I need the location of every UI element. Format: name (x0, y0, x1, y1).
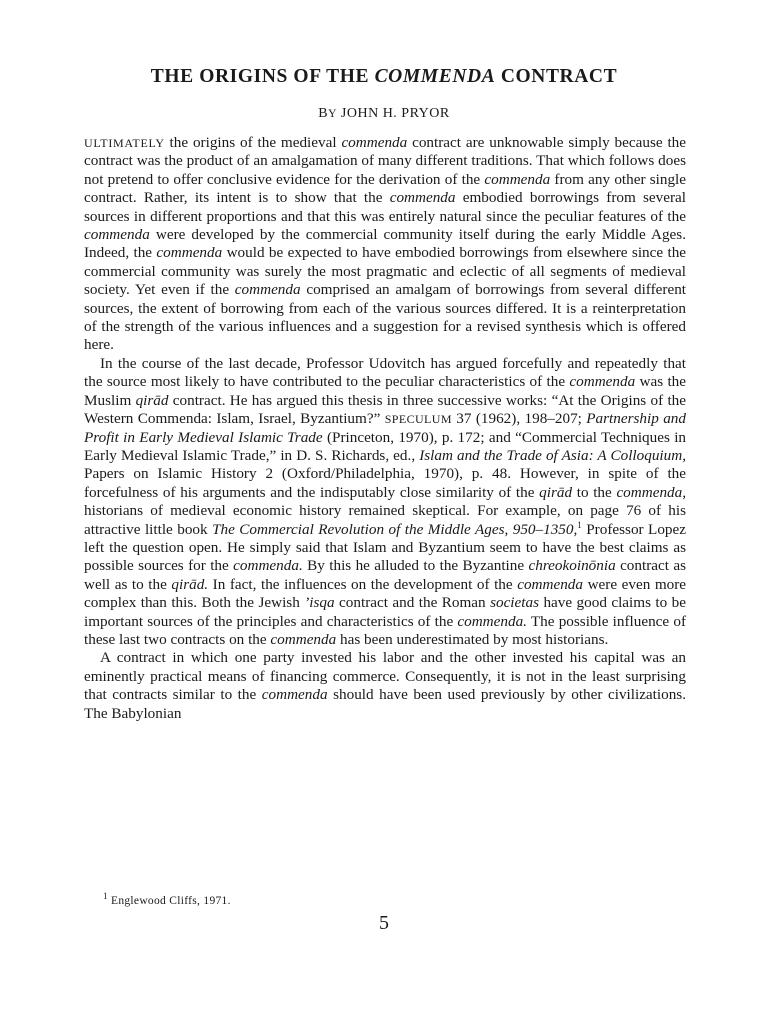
text-run: to the (576, 483, 612, 501)
text-run: were even more complex than this. Both the Jewish (84, 575, 687, 612)
footnote (103, 891, 231, 907)
italic-term: commenda (517, 575, 583, 593)
text-run: In fact, the influences on the development of the (212, 575, 513, 593)
italic-term: commenda (84, 226, 150, 244)
italic-term: chreokoinōnia (528, 557, 616, 575)
text-run: have good claims to be important sources of the principles and characteristics of the (84, 594, 687, 630)
italic-book-title: The Commercial Revolution of the Middle Ages, 950–1350, (212, 520, 578, 538)
italic-term: commenda (341, 134, 408, 151)
text-run: In the course of the last decade, Professor Udovitch has argued forcefully and repeatedly that the source most likely to have contributed to the peculiar characteristics of the (84, 354, 686, 391)
text-run: the origins of the medieval (169, 134, 337, 151)
italic-book-title: Islam and the Trade of Asia: A Colloquium, (419, 446, 686, 464)
text-run: By this he alluded to the Byzantine (307, 557, 525, 575)
footnote-reference: 1 (577, 519, 582, 530)
italic-term: commenda, (616, 483, 687, 501)
text-run: Papers on Islamic History 2 (Oxford/Philadelphia, 1970), p. 48. However, in spite of the forcefulness of his arguments and the indisputably close similarity of the (84, 465, 686, 501)
text-run: was the Muslim (84, 373, 687, 409)
lead-word: ULTIMATELY (84, 136, 165, 150)
paragraph-3 (84, 649, 686, 723)
byline-by-rest: Y (328, 108, 337, 120)
byline-by-initial: B (318, 106, 329, 121)
italic-term: commenda (389, 189, 456, 207)
italic-term: qirād (135, 391, 169, 409)
italic-term: commenda (270, 630, 337, 648)
text-run: historians of medieval economic history remained skeptical. For example, on page 76 of his attractive little book (84, 502, 686, 538)
text-run: The possible influence of these last two contracts on the (84, 612, 686, 648)
title-italic-word: COMMENDA (374, 66, 496, 87)
italic-term: commenda. (233, 557, 303, 575)
italic-book-title: Partnership and Profit in Early Medieval Islamic Trade (84, 410, 686, 446)
text-run: Professor Lopez left the question open. He simply said that Islam and Byzantium seem to have the best claims as possible sources for the (84, 520, 686, 575)
text-run: contract as well as to the (84, 557, 687, 593)
text-run: A contract in which one party invested his labor and the other invested his capital was an eminently practical means of financing commerce. Consequently, it is not in the least surprising that contracts similar to the (84, 649, 686, 704)
paragraph-1 (84, 134, 686, 355)
text-run: were developed by the commercial community itself during the early Middle Ages. Indeed, the (84, 226, 686, 262)
italic-term: commenda (234, 281, 301, 299)
article-body (84, 134, 686, 723)
author-name: JOHN H. PRYOR (340, 106, 450, 121)
title-part-1: THE ORIGINS OF THE (150, 66, 370, 87)
italic-term: commenda (569, 373, 636, 391)
italic-term: commenda. (457, 612, 527, 630)
article-title (0, 66, 768, 88)
text-run: contract. He has argued this thesis in three successive works: “At the Origins of the Western Commenda: Islam, Israel, Byzantium?” (84, 391, 686, 428)
text-run: 37 (1962), 198–207; (456, 410, 582, 428)
text-run: (Princeton, 1970), p. 172; and “Commercial Techniques in Early Medieval Islamic Trade,” in D. S. Richards, ed., (84, 428, 687, 464)
text-run: would be expected to have embodied borrowings from elsewhere since the commercial community was surely the most pragmatic and eclectic of all segments of medieval society. Yet even if the (84, 244, 687, 299)
text-run: should have been used previously by other civilizations. The Babylonian (84, 686, 687, 722)
text-run: comprised an amalgam of borrowings from several different sources, the extent of borrowing from each of the various sources differed. It is a reinterpretation of the strength of the various influences and a suggestion for a revised synthesis which is offered here. (84, 281, 687, 354)
italic-term: qirād. (171, 575, 209, 593)
italic-term: commenda (261, 686, 328, 704)
title-part-3: CONTRACT (500, 66, 618, 87)
paragraph-2 (84, 355, 686, 650)
text-run: from any other single contract. Rather, its intent is to show that the (84, 170, 687, 207)
footnote-number: 1 (103, 891, 108, 902)
journal-name: SPECULUM (384, 412, 452, 427)
italic-term: ’isqa (304, 594, 335, 612)
italic-term: commenda (484, 170, 551, 188)
italic-term: commenda (156, 244, 223, 262)
page-number: 5 (379, 912, 389, 934)
text-run: has been underestimated by most historians. (340, 630, 609, 648)
italic-term: societas (490, 594, 539, 612)
text-run: contract and the Roman (339, 594, 486, 612)
text-run: embodied borrowings from several sources in different proportions and that this was entirely natural since the peculiar features of the (84, 189, 687, 225)
footnote-text: Englewood Cliffs, 1971. (111, 895, 231, 907)
text-run: contract are unknowable simply because the contract was the product of an amalgamation of many different traditions. That which follows does not pretend to offer conclusive evidence for the derivation of the (84, 134, 687, 188)
italic-term: qirād (539, 483, 573, 501)
author-byline (0, 106, 768, 122)
